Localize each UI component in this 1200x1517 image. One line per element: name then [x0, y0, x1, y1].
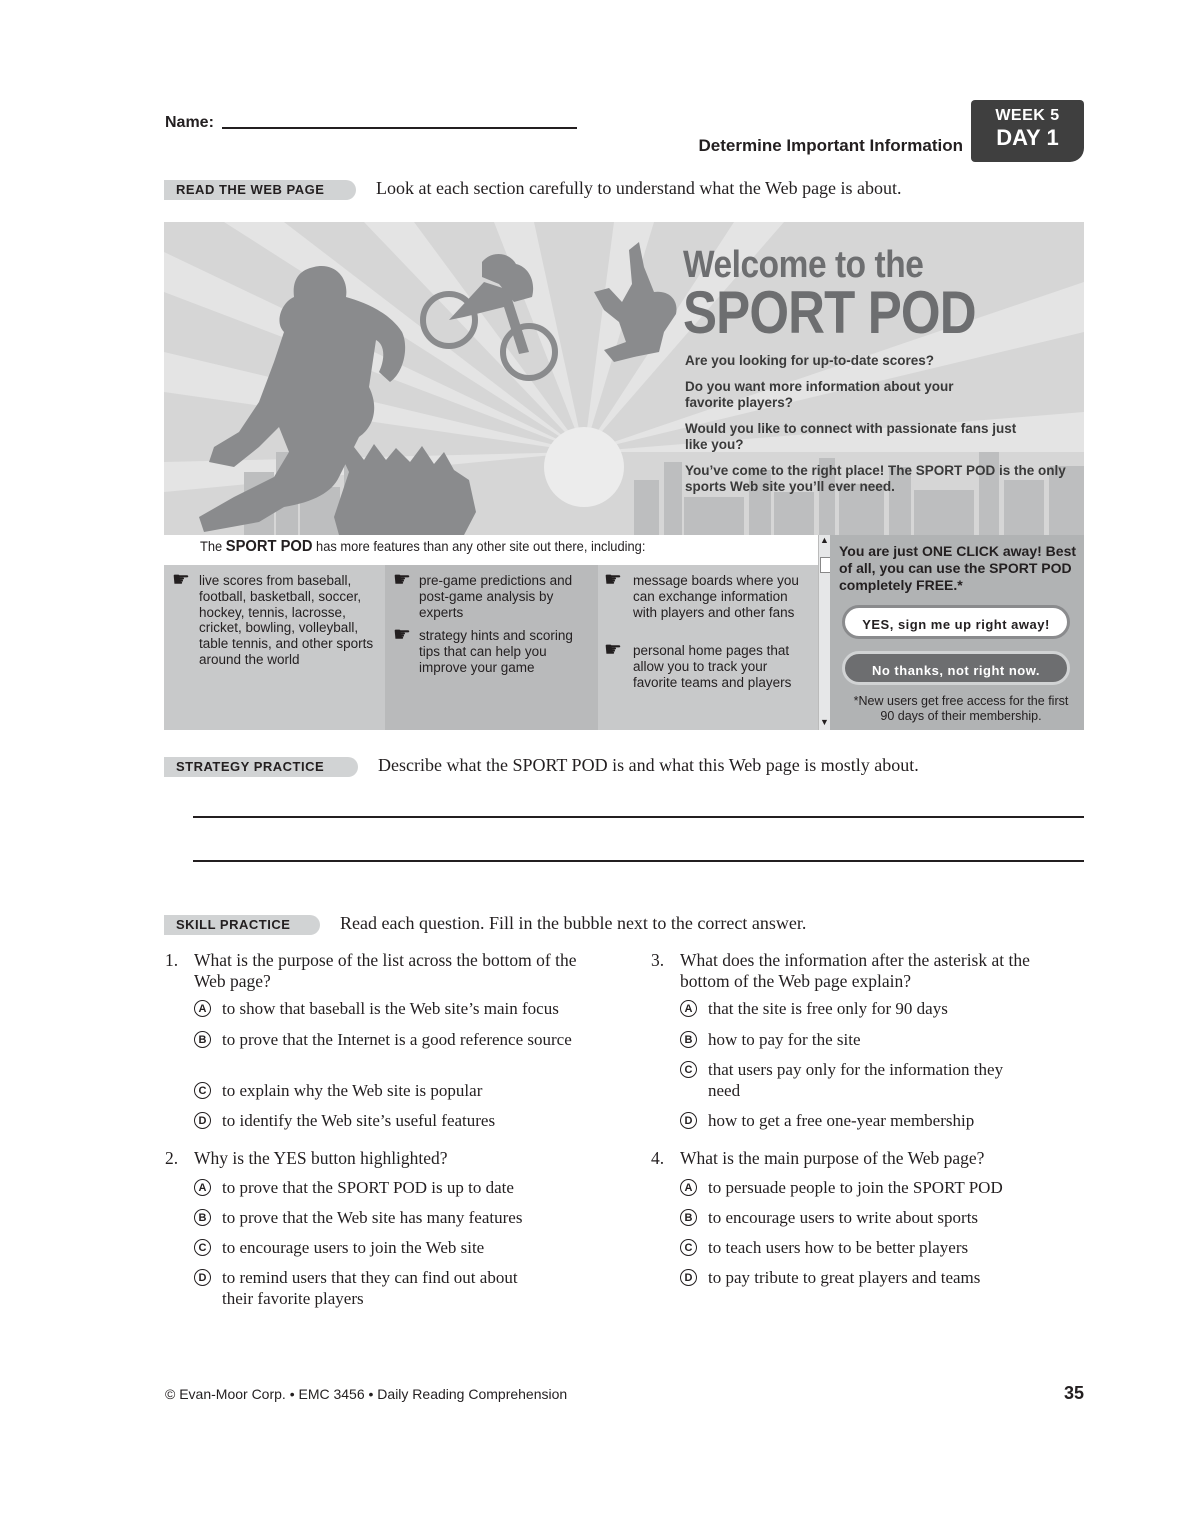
answer-bubble[interactable]: B: [680, 1031, 697, 1048]
day-label: DAY 1: [996, 125, 1059, 150]
feature-item: live scores from baseball, football, basketball, soccer, hockey, tennis, lacrosse, cricket, bowling, volleyball, table tennis, and other sports around the world: [199, 573, 374, 667]
option-text: to encourage users to write about sports: [708, 1208, 979, 1227]
yes-signup-button[interactable]: YES, sign me up right away!: [842, 605, 1070, 639]
hero-question-3: Would you like to connect with passionate fans just like you?: [685, 421, 1017, 452]
hero-question-2: Do you want more information about your favorite players?: [685, 379, 954, 410]
answer-line-1[interactable]: [193, 816, 1084, 818]
feature-item: pre-game predictions and post-game analysis by experts: [419, 573, 573, 620]
week-label: WEEK 5: [995, 107, 1060, 124]
answer-bubble[interactable]: C: [194, 1082, 211, 1099]
answer-bubble[interactable]: B: [194, 1209, 211, 1226]
feature-item: strategy hints and scoring tips that can help you improve your game: [419, 628, 573, 675]
strategy-practice-tab: STRATEGY PRACTICE: [164, 757, 358, 777]
site-title: SPORT POD: [683, 279, 976, 346]
question-text: What is the main purpose of the Web page?: [680, 1148, 985, 1168]
name-label: Name:: [165, 114, 214, 131]
week-day-badge: [971, 100, 1084, 162]
option-text: to remind users that they can find out about their favorite players: [222, 1268, 518, 1308]
option-text: to persuade people to join the SPORT POD: [708, 1178, 1003, 1197]
topic-title: Determine Important Information: [698, 136, 963, 155]
answer-bubble[interactable]: D: [680, 1112, 697, 1129]
answer-bubble[interactable]: D: [194, 1112, 211, 1129]
signup-panel: [830, 535, 1084, 730]
hand-icon: ☛: [604, 569, 622, 591]
read-instruction: Look at each section carefully to understand what the Web page is about.: [376, 178, 902, 198]
answer-bubble[interactable]: B: [680, 1209, 697, 1226]
scroll-down-icon[interactable]: ▼: [820, 717, 829, 727]
features-intro-pre: The: [200, 538, 223, 554]
free-access-footnote: *New users get free access for the first 90 days of their membership.: [853, 694, 1069, 723]
welcome-heading: Welcome to the: [683, 244, 924, 286]
strategy-instruction: Describe what the SPORT POD is and what this Web page is mostly about.: [378, 755, 919, 775]
page-number: 35: [1063, 1383, 1084, 1403]
option-text: to prove that the Web site has many features: [222, 1208, 523, 1227]
hand-icon: ☛: [393, 569, 411, 591]
signup-text: You are just ONE CLICK away! Best of all, you can use the SPORT POD completely FREE.*: [839, 543, 1077, 593]
no-thanks-button[interactable]: No thanks, not right now.: [842, 651, 1070, 685]
option-text: to pay tribute to great players and teams: [708, 1268, 981, 1287]
question-text: Why is the YES button highlighted?: [194, 1148, 448, 1168]
question-number: 1.: [165, 950, 179, 970]
option-text: that the site is free only for 90 days: [708, 999, 948, 1018]
features-intro-brand: SPORT POD: [225, 538, 313, 555]
answer-bubble[interactable]: D: [194, 1269, 211, 1286]
hand-icon: ☛: [172, 569, 190, 591]
option-text: that users pay only for the information they need: [708, 1060, 1004, 1100]
skill-practice-tab: SKILL PRACTICE: [164, 915, 320, 935]
answer-line-2[interactable]: [193, 860, 1084, 862]
feature-column-3: [598, 565, 818, 730]
option-text: to show that baseball is the Web site’s main focus: [222, 999, 559, 1018]
question-text: What is the purpose of the list across the bottom of the Web page?: [194, 950, 577, 991]
features-intro: [200, 538, 645, 556]
hand-icon: ☛: [604, 639, 622, 661]
option-text: how to pay for the site: [708, 1030, 861, 1049]
question-1: [165, 950, 605, 1140]
option-text: how to get a free one-year membership: [708, 1111, 975, 1130]
answer-bubble[interactable]: C: [194, 1239, 211, 1256]
question-2: [165, 1148, 605, 1318]
name-write-line[interactable]: [222, 127, 577, 129]
hero-banner: [164, 222, 1084, 535]
option-text: to prove that the SPORT POD is up to date: [222, 1178, 514, 1197]
hero-statement: You’ve come to the right place! The SPORT POD is the only sports Web site you’ll ever need.: [685, 463, 1066, 494]
question-4: [651, 1148, 1091, 1298]
feature-item: personal home pages that allow you to track your favorite teams and players: [633, 643, 792, 690]
question-number: 4.: [651, 1148, 665, 1168]
read-web-page-tab: READ THE WEB PAGE: [164, 180, 356, 200]
answer-bubble[interactable]: A: [680, 1179, 697, 1196]
option-text: to explain why the Web site is popular: [222, 1081, 483, 1100]
answer-bubble[interactable]: D: [680, 1269, 697, 1286]
question-text: What does the information after the asterisk at the bottom of the Web page explain?: [680, 950, 1030, 991]
answer-bubble[interactable]: A: [194, 1179, 211, 1196]
answer-bubble[interactable]: C: [680, 1061, 697, 1078]
scroll-up-icon[interactable]: ▲: [820, 535, 829, 545]
option-text: to identify the Web site’s useful features: [222, 1111, 496, 1130]
footer-credit: © Evan-Moor Corp. • EMC 3456 • Daily Reading Comprehension: [165, 1386, 568, 1402]
feature-column-2: [385, 565, 598, 730]
answer-bubble[interactable]: B: [194, 1031, 211, 1048]
option-text: to teach users how to be better players: [708, 1238, 969, 1257]
answer-bubble[interactable]: A: [194, 1000, 211, 1017]
feature-item: message boards where you can exchange information with players and other fans: [633, 573, 799, 620]
hero-question-1: Are you looking for up-to-date scores?: [685, 353, 935, 368]
sport-pod-webpage: [164, 222, 1084, 730]
feature-column-1: [164, 565, 385, 730]
question-3: [651, 950, 1091, 1140]
option-text: to encourage users to join the Web site: [222, 1238, 485, 1257]
hand-icon: ☛: [393, 624, 411, 646]
option-text: to prove that the Internet is a good reference source: [222, 1030, 572, 1049]
answer-bubble[interactable]: A: [680, 1000, 697, 1017]
answer-bubble[interactable]: C: [680, 1239, 697, 1256]
features-intro-post: has more features than any other site out there, including:: [316, 538, 646, 554]
skill-instruction: Read each question. Fill in the bubble next to the correct answer.: [340, 913, 807, 933]
question-number: 2.: [165, 1148, 179, 1168]
question-number: 3.: [651, 950, 665, 970]
